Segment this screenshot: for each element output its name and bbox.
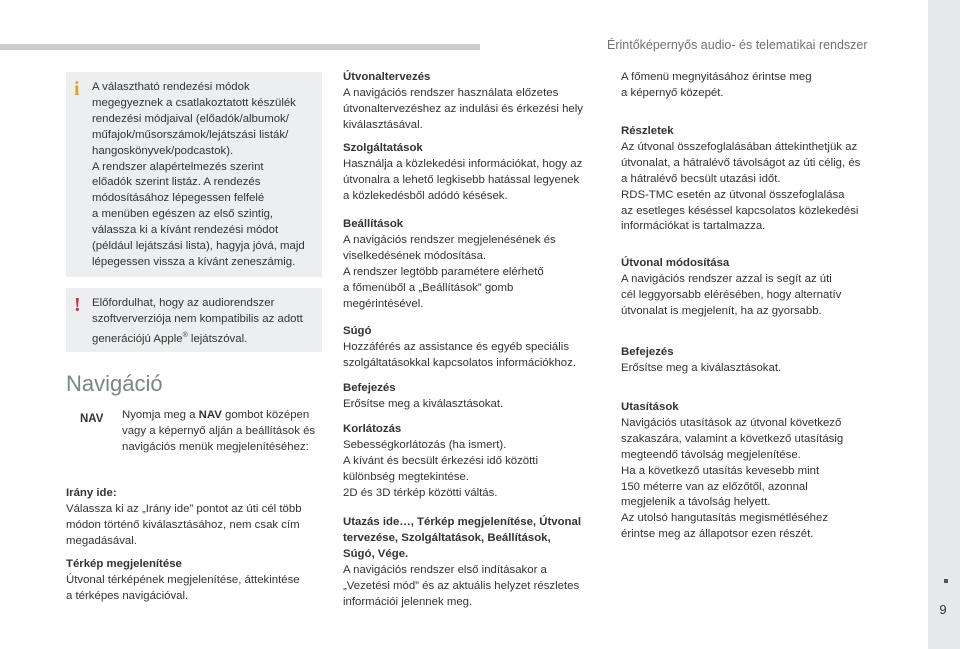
page-number: 9	[939, 602, 947, 617]
info-icon: i	[74, 78, 80, 100]
nav-button-label: NAV	[80, 413, 104, 425]
block-help: Súgó Hozzáférés az assistance és egyéb speciális szolgáltatásokkal kapcsolatos információkhoz.	[343, 325, 576, 369]
info-note	[66, 72, 322, 277]
block-menu-options: Utazás ide…, Térkép megjelenítése, Útvonal tervezése, Szolgáltatások, Beállítások, Súgó, Vége. A navigációs rendszer első indításakor a „Vezetési mód” és az aktuális helyzet részletes információi jelennek meg.	[343, 516, 582, 608]
warning-note-text: Előfordulhat, hogy az audiorendszer szoftververziója nem kompatibilis az adott generációjú Apple® lejátszóval.	[92, 297, 303, 345]
section-title: Navigáció	[66, 371, 163, 396]
block-map-display: Térkép megjelenítése Útvonal térképének megjelenítése, áttekintése a térképes navigációval.	[66, 558, 300, 602]
block-route-planning: Útvonaltervezés A navigációs rendszer használata előzetes útvonaltervezéshez az indulási és érkezési hely kiválasztásával.	[343, 71, 583, 131]
page-edge-strip	[928, 0, 960, 649]
block-instructions: Utasítások Navigációs utasítások az útvonal következő szakaszára, valamint a következő utasításig megteendő távolság megjelenítése. Ha a következő utasítás kevesebb mint 150 méterre van az előzőtől, azonnal megjelenik a távolság helyett. Az utolsó hangutasítás megismétléséhez érintse meg az állapotsor ezen részét.	[621, 401, 844, 541]
block-details: Részletek Az útvonal összefoglalásában áttekinthetjük az útvonalat, a hátralévő távolságot az úti célig, és a hátralévő becsült utazási időt. RDS-TMC esetén az útvonal összefoglalása az esetleges késéssel kapcsolatos közlekedési információkat is tartalmazza.	[621, 125, 861, 233]
info-note-text: A választható rendezési módok megegyeznek a csatlakoztatott készülék rendezési módjaival (előadók/albumok/ műfajok/műsorszámok/lejátszási listák/ hangoskönyvek/podcastok). A rendszer alapértelmezés szerint előadók szerint listáz. A rendezés módosításához lépegessen felfelé a menüben egészen az első szintig, válassza ki a kívánt rendezési módot (például lejátszási lista), hagyja jóvá, majd lépegessen vissza a kívánt zeneszámig.	[92, 81, 305, 268]
block-finish: Befejezés Erősítse meg a kiválasztásokat.	[343, 382, 504, 410]
chapter-title: Érintőképernyős audio- és telematikai rendszer	[607, 38, 868, 52]
nav-description: Nyomja meg a NAV gombot középen vagy a képernyő alján a beállítások és navigációs menük megjelenítéséhez:	[122, 409, 316, 453]
block-limits: Korlátozás Sebességkorlátozás (ha ismert). A kívánt és becsült érkezési idő közötti különbség megtekintése. 2D és 3D térkép közötti váltás.	[343, 423, 539, 499]
warning-note	[66, 288, 322, 352]
block-settings: Beállítások A navigációs rendszer megjelenésének és viselkedésének módosítása. A rendszer legtöbb paramétere elérhető a főmenüből a „Beállítások” gomb megérintésével.	[343, 218, 556, 310]
warning-icon: !	[74, 294, 81, 316]
block-destination: Irány ide: Válassza ki az „Irány ide” pontot az úti cél több módon történő kiválasztásához, nem csak cím megadásával.	[66, 487, 302, 547]
block-route-change: Útvonal módosítása A navigációs rendszer azzal is segít az úti cél leggyorsabb elérésében, hogy alternatív útvonalat is megjelenít, ha az gyorsabb.	[621, 257, 842, 317]
block-services: Szolgáltatások Használja a közlekedési információkat, hogy az útvonalra a lehető legkisebb hatással legyenek a közlekedésből adódó késések.	[343, 142, 583, 202]
block-finish-2: Befejezés Erősítse meg a kiválasztásokat.	[621, 346, 782, 374]
page-marker-dot	[944, 579, 948, 583]
block-main-menu: A főmenü megnyitásához érintse meg a képernyő közepét.	[621, 71, 812, 99]
header-rule	[0, 44, 480, 50]
